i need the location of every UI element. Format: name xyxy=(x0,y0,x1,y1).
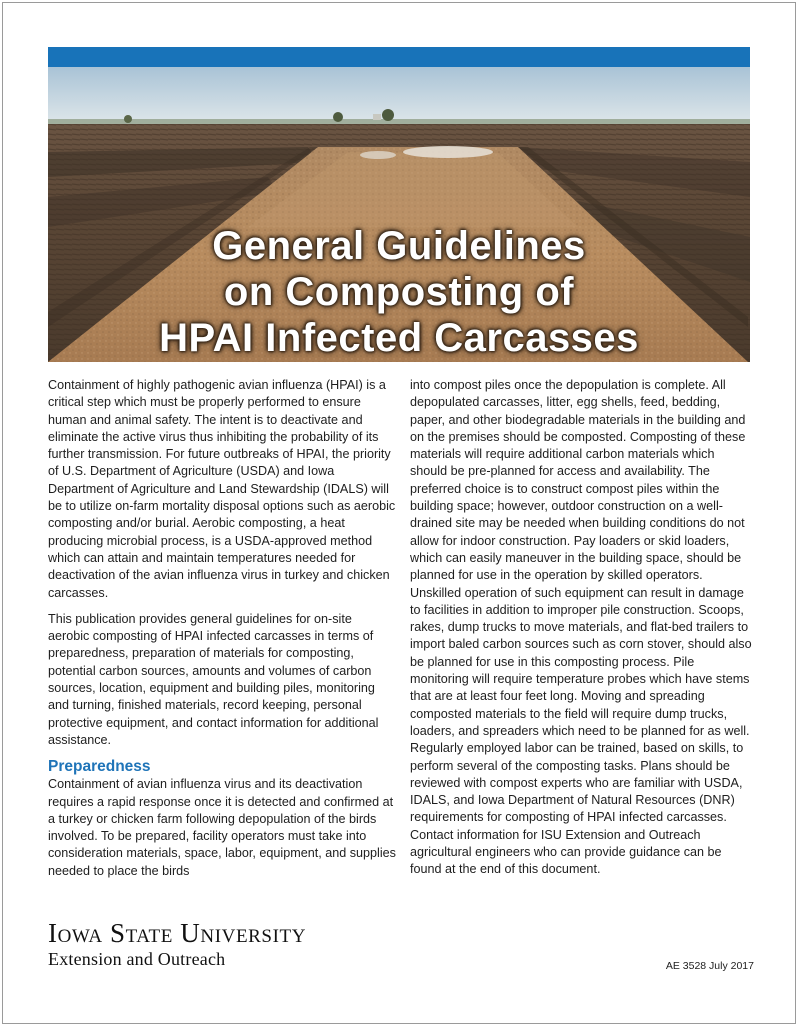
right-column xyxy=(410,377,755,888)
document-title xyxy=(48,223,750,361)
logo-extension-name: Extension and Outreach xyxy=(48,949,226,969)
title-line-2: on Composting of xyxy=(223,270,575,314)
intro-paragraph: Containment of highly pathogenic avian influenza (HPAI) is a critical step which must be properly performed to ensure human and animal safety. The intent is to deactivate and eliminate the active virus thus inhibiting the probability of its further transmission. For future outbreaks of HPAI, the priority of U.S. Department of Agriculture (USDA) and Iowa Department of Agriculture and Land Stewardship (IDALS) will be to utilize on-farm mortality disposal options such as aerobic composting and/or burial. Aerobic composting, a heat producing microbial process, is a USDA-approved method which can attain and maintain temperatures needed for deactivation of the avian influenza virus in turkey and chicken carcasses. xyxy=(48,378,396,600)
publication-info: AE 3528 July 2017 xyxy=(665,960,754,972)
left-column xyxy=(48,377,396,889)
title-line-3: HPAI Infected Carcasses xyxy=(159,316,639,360)
header-color-bar xyxy=(48,47,750,67)
hero-banner xyxy=(48,67,750,362)
preparedness-paragraph: Containment of avian influenza virus and its deactivation requires a rapid response once it is detected and confirmed at a turkey or chicken farm following depopulation of the birds involved. To be prepared, facility operators must take into consideration materials, space, labor, equipment, and supplies needed to place the birds xyxy=(48,777,396,878)
iowa-state-logo xyxy=(48,918,306,970)
scope-paragraph: This publication provides general guidelines for on-site aerobic composting of HPAI infected carcasses in terms of preparedness, preparation of materials for composting, potential carbon sources, amounts and volumes of carbon sources, location, equipment and building piles, monitoring and turning, finished materials, record keeping, personal protective equipment, and contact information for additional assistance. xyxy=(48,611,379,747)
logo-university-name: Iowa State University xyxy=(48,918,307,948)
preparedness-heading: Preparedness xyxy=(48,758,151,776)
title-line-1: General Guidelines xyxy=(212,224,586,268)
preparedness-continued-paragraph: into compost piles once the depopulation is complete. All depopulated carcasses, litter, egg shells, feed, bedding, paper, and other biodegradable materials in the building and on the premises should be composted. Composting of these materials will require additional carbon materials which should be pre-planned for access and availability. The preferred choice is to construct compost piles within the building space; however, outdoor construction on a well-drained site may be needed when building conditions do not allow for indoor construction. Pay loaders or skid loaders, which can easily maneuver in the building space, should be planned for use in the operation by skilled operators. Unskilled operation of such equipment can result in damage to facilities in addition to improper pile construction. Scoops, rakes, dump trucks to move materials, and flat-bed trailers to import baled carbon sources such as corn stover, should also be planned for use in this composting process. Pile monitoring will require temperature probes which have stems that are at least four feet long. Moving and spreading composted materials to the field will require dump trucks, loaders, and spreaders which need to be planned for as well. Regularly employed labor can be trained, based on skills, to perform several of the composting tasks. Plans should be reviewed with compost experts who are familiar with USDA, IDALS, and Iowa Department of Natural Resources (DNR) requirements for composting of HPAI infected carcasses. Contact information for ISU Extension and Outreach agricultural engineers who can provide guidance can be found at the end of this document. xyxy=(410,378,752,877)
